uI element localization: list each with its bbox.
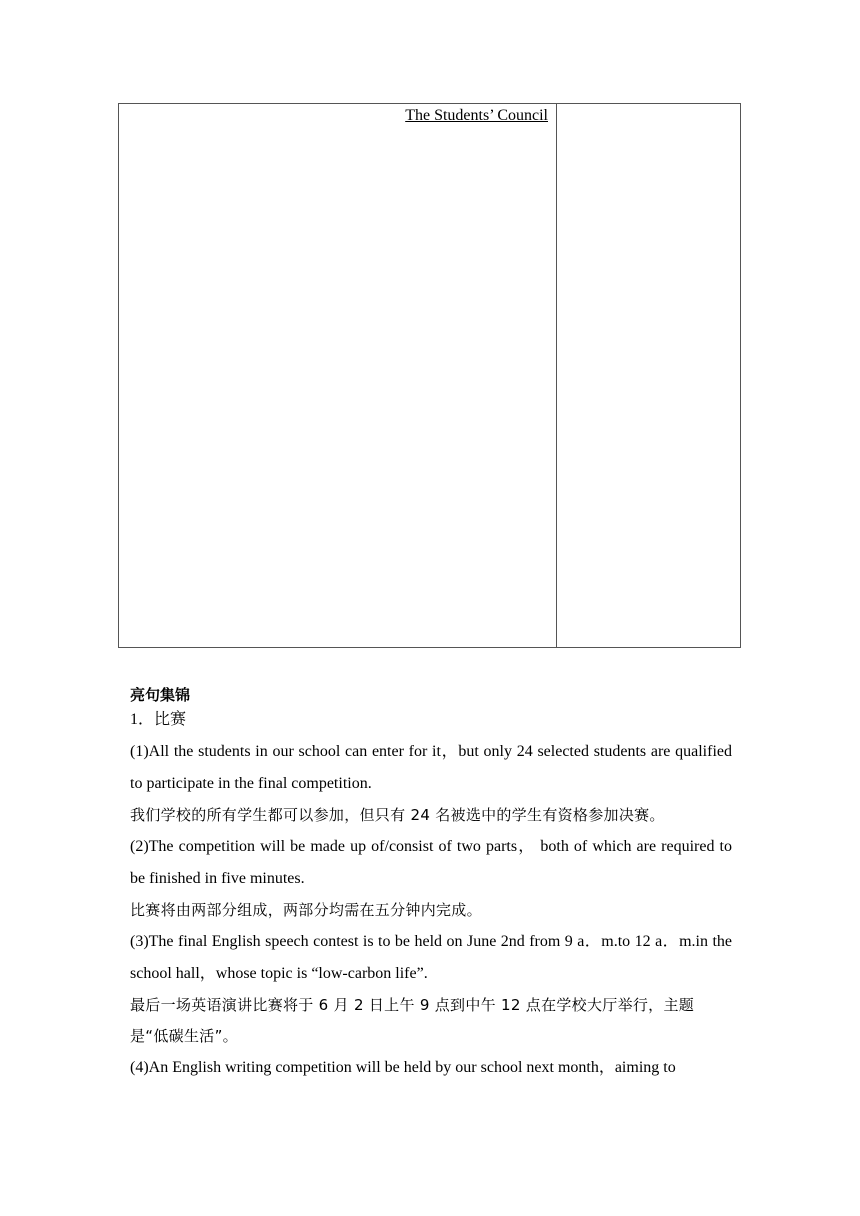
sentence-1-english: (1)All the students in our school can enter for it，but only 24 selected students are qualified to participate in the final competition. (130, 743, 732, 792)
sentence-3-english: (3)The final English speech contest is to be held on June 2nd from 9 a．m.to 12 a．m.in the school hall，whose topic is “low-carbon life”. (130, 933, 732, 982)
sentence-2-english: (2)The competition will be made up of/consist of two parts， both of which are required to be finished in five minutes. (130, 838, 732, 887)
sentence-3-chinese: 最后一场英语演讲比赛将于 6 月 2 日上午 9 点到中午 12 点在学校大厅举行，主题是“低碳生活”。 (130, 996, 695, 1045)
sentence-1-chinese: 我们学校的所有学生都可以参加，但只有 24 名被选中的学生有资格参加决赛。 (130, 806, 665, 824)
signature-text: The Students’ Council (405, 107, 548, 124)
subsection-title: 1．比赛 (130, 711, 187, 728)
letter-table (118, 103, 741, 648)
section-heading: 亮句集锦 (130, 686, 191, 704)
sentence-4-english: (4)An English writing competition will be held by our school next month，aiming to (130, 1059, 676, 1076)
sentence-2-chinese: 比赛将由两部分组成，两部分均需在五分钟内完成。 (130, 901, 482, 919)
highlights-section (130, 684, 732, 1084)
table-column-divider (556, 104, 557, 647)
